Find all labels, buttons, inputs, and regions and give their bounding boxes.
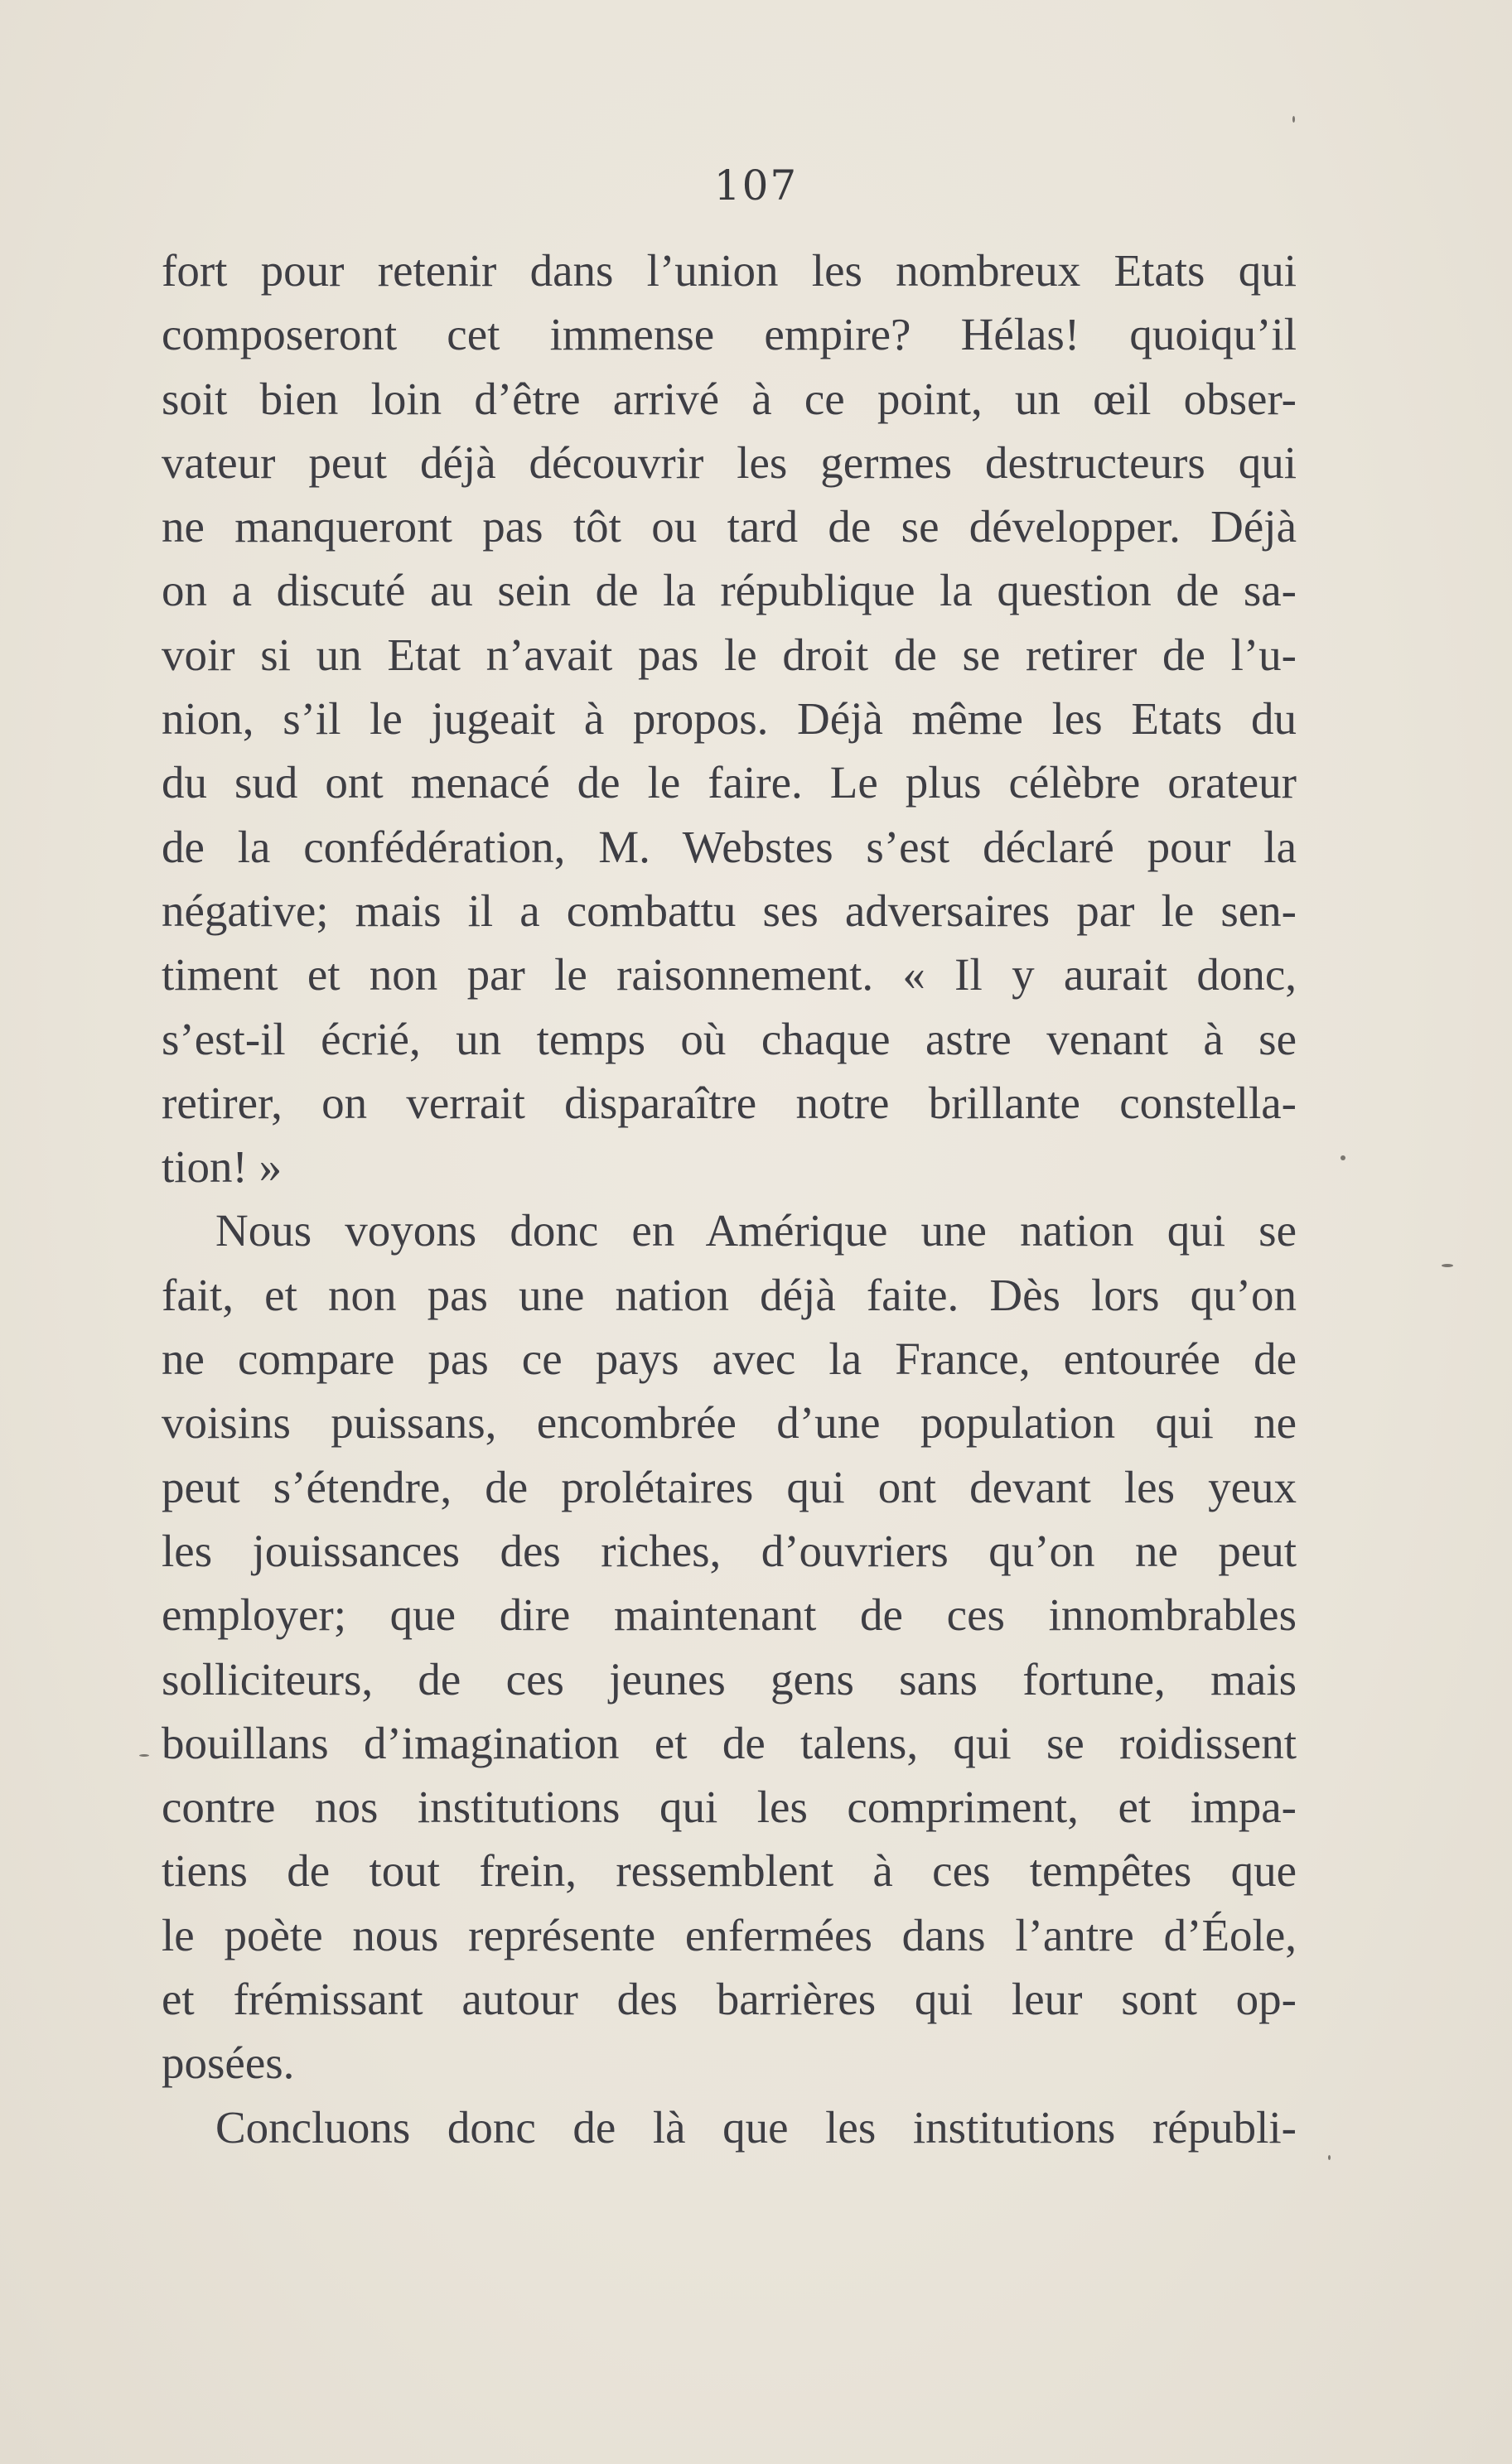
text-line: composeront cet immense empire? Hélas! quoiqu’il xyxy=(162,309,1297,360)
paper-speck xyxy=(1442,1264,1453,1267)
text-line: fait, et non pas une nation déjà faite. Dès lors qu’on xyxy=(162,1269,1297,1320)
text-line: s’est-il écrié, un temps où chaque astre venant à se xyxy=(162,1013,1297,1064)
text-line: nion, s’il le jugeait à propos. Déjà même les Etats du xyxy=(162,693,1297,745)
paper-speck xyxy=(1292,116,1295,123)
paper-speck xyxy=(139,1754,149,1757)
text-line: employer; que dire maintenant de ces innombrables xyxy=(162,1589,1297,1641)
text-line: de la confédération, M. Webstes s’est déclaré pour la xyxy=(162,821,1297,872)
text-line: soit bien loin d’être arrivé à ce point, un œil obser- xyxy=(162,373,1297,424)
text-line: les jouissances des riches, d’ouvriers qu’on ne peut xyxy=(162,1525,1297,1576)
text-line: le poète nous représente enfermées dans l’antre d’Éole, xyxy=(162,1909,1297,1960)
text-line: Concluons donc de là que les institutions républi- xyxy=(215,2101,1297,2153)
text-line: timent et non par le raisonnement. « Il y aurait donc, xyxy=(162,949,1297,1001)
text-line: voir si un Etat n’avait pas le droit de se retirer de l’u- xyxy=(162,629,1297,680)
paper-speck xyxy=(1328,2155,1331,2160)
text-line: posées. xyxy=(162,2037,295,2089)
text-line: solliciteurs, de ces jeunes gens sans fortune, mais xyxy=(162,1653,1297,1705)
text-line: et frémissant autour des barrières qui leur sont op- xyxy=(162,1974,1297,2025)
text-line: voisins puissans, encombrée d’une population qui ne xyxy=(162,1397,1297,1449)
text-line: contre nos institutions qui les compriment, et impa- xyxy=(162,1782,1297,1833)
text-line: on a discuté au sein de la république la question de sa- xyxy=(162,565,1297,616)
text-line: tiens de tout frein, ressemblent à ces tempêtes que xyxy=(162,1845,1297,1897)
text-line: retirer, on verrait disparaître notre brillante constella- xyxy=(162,1077,1297,1128)
text-line: Nous voyons donc en Amérique une nation qui se xyxy=(215,1205,1297,1256)
page-body-text xyxy=(162,239,1297,2159)
text-line: tion! » xyxy=(162,1141,283,1193)
text-line: peut s’étendre, de prolétaires qui ont devant les yeux xyxy=(162,1461,1297,1512)
text-line: ne manqueront pas tôt ou tard de se développer. Déjà xyxy=(162,501,1297,552)
paper-speck xyxy=(1341,1155,1345,1160)
text-line: ne compare pas ce pays avec la France, entourée de xyxy=(162,1333,1297,1385)
text-line: vateur peut déjà découvrir les germes destructeurs qui xyxy=(162,436,1297,488)
text-line: fort pour retenir dans l’union les nombreux Etats qui xyxy=(162,245,1297,296)
text-line: négative; mais il a combattu ses adversaires par le sen- xyxy=(162,885,1297,936)
text-line: du sud ont menacé de le faire. Le plus célèbre orateur xyxy=(162,757,1297,808)
page-number: 107 xyxy=(713,162,799,210)
text-line: bouillans d’imagination et de talens, qui se roidissent xyxy=(162,1717,1297,1768)
